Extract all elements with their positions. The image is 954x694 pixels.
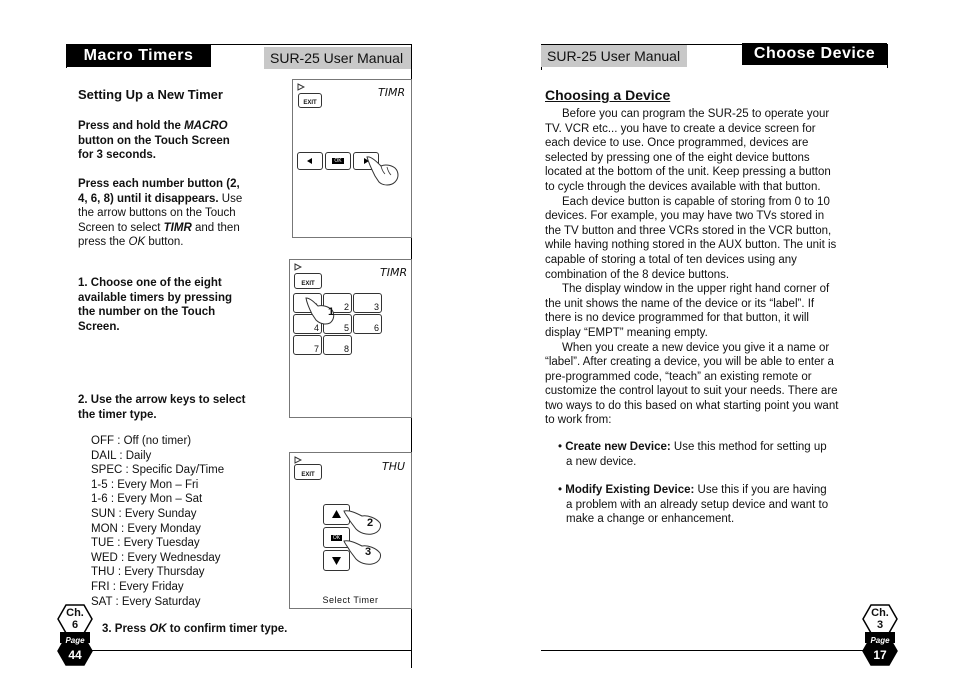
left-arrow-button[interactable] [297,152,323,170]
number-button-6[interactable]: 6 [353,314,382,334]
chapter-number: 6 [71,619,79,631]
pointer-number-label: 1 [328,306,335,318]
chapter-tag: Macro Timers [66,45,211,67]
list-item: 1-6 : Every Mon – Sat [91,493,203,506]
list-item: TUE : Every Tuesday [91,537,200,550]
list-item: SUN : Every Sunday [91,507,197,520]
step-press-macro: Press and hold the MACRO button on the Touch Screen for 3 seconds. [78,120,230,162]
number-button-5[interactable]: 5 [323,314,352,334]
bullet-modify-device: • Modify Existing Device: Use this if you are having a problem with an already setup device and want to make a change or enhancement. [558,484,829,526]
lcd-display: THU [382,460,406,473]
number-button-3[interactable]: 3 [353,293,382,313]
page-number: 17 [873,648,887,662]
left-arrow-icon [298,153,322,169]
manual-header: SUR-25 User Manual [264,47,411,69]
exit-button[interactable]: EXIT [294,464,322,480]
step-3: 3. Press OK to confirm timer type. [102,623,288,635]
chapter-label: Ch. [66,607,84,619]
manual-header: SUR-25 User Manual [541,45,687,67]
right-page-bottom-rule [541,650,869,651]
left-page-bottom-rule [84,650,412,651]
ok-button[interactable]: OK [323,527,350,548]
section-title: Choosing a Device [545,87,671,103]
body-text [545,107,865,428]
signal-icon [294,456,302,464]
timer-type-list [91,434,281,609]
pointing-hand-icon [365,154,405,188]
page-label: Page [870,636,890,645]
chapter-label: Ch. [871,607,889,619]
paragraph: Each device button is capable of storing from 0 to 10 devices. For example, you may have two TVs stored in the TV button and three VCRs stored in the VCR button, while having nothing stored in the AUX button. The unit is capable of storing a total of ten devices using any combination of the 8 device buttons. [545,195,837,281]
touch-screen-numbers [289,259,412,418]
number-button-8[interactable]: 8 [323,335,352,355]
list-item: FRI : Every Friday [91,580,184,593]
section-title: Setting Up a New Timer [78,87,223,102]
signal-icon [297,83,305,91]
touch-screen-select-timer [289,452,412,609]
list-item: SAT : Every Saturday [91,595,201,608]
list-item: OFF : Off (no timer) [91,435,192,447]
list-item: WED : Every Wednesday [91,551,221,564]
number-button-7[interactable]: 7 [293,335,322,355]
step-1: 1. Choose one of the eight available timers by pressing the number on the Touch Screen. [78,277,233,333]
list-item: 1-5 : Every Mon – Fri [91,478,199,491]
lcd-display: TIMR [378,86,406,99]
touch-screen-timr [292,79,412,238]
signal-icon [294,263,302,271]
pointer-number-label: 2 [367,517,374,529]
page-label: Page [65,636,85,645]
chapter-tag: Choose Device [742,43,887,65]
list-item: MON : Every Monday [91,522,201,535]
pointer-number-label: 3 [365,546,372,558]
paragraph: Before you can program the SUR-25 to operate your TV. VCR etc... you have to create a device screen for each device to use. Once programmed, devices are selected by pressing one of the eight device buttons located at the bottom of the unit. Keep pressing a button to cycle through the devices available with that button. [545,108,831,193]
exit-button[interactable]: EXIT [294,273,322,289]
list-item: DAIL : Daily [91,449,152,462]
chapter-number: 3 [876,619,884,631]
screen-caption: Select Timer [322,595,379,605]
exit-button[interactable]: EXIT [298,93,322,108]
number-button-4[interactable]: 4 [293,314,322,334]
pointing-hand-icon [342,537,386,567]
number-button-2[interactable]: 2 [323,293,352,313]
list-item: SPEC : Specific Day/Time [91,464,225,477]
lcd-display: TIMR [380,266,408,279]
step-2: 2. Use the arrow keys to select the timer type. [78,394,246,421]
paragraph: When you create a new device you give it a name or “label”. After creating a device, you will be able to enter a pre-programmed code, “teach” an existing remote or customize the control layout to suit your needs. There are two ways to do this based on what starting point you want to work from: [545,341,839,427]
list-item: THU : Every Thursday [91,566,205,579]
paragraph: The display window in the upper right hand corner of the unit shows the name of the device or its “label”. If there is no device programmed for that button, it will display “EMPT” meaning empty. [545,283,830,339]
page-number: 44 [68,648,82,662]
bullet-create-device: • Create new Device: Use this method for setting up a new device. [558,441,827,468]
ok-button[interactable]: OK [325,152,351,170]
step-press-numbers: Press each number button (2, 4, 6, 8) until it disappears. Use the arrow buttons on the Touch Screen to select TIMR and then press the OK button. [78,178,243,249]
pointing-hand-icon [342,507,386,537]
right-page-border-right [887,44,888,68]
